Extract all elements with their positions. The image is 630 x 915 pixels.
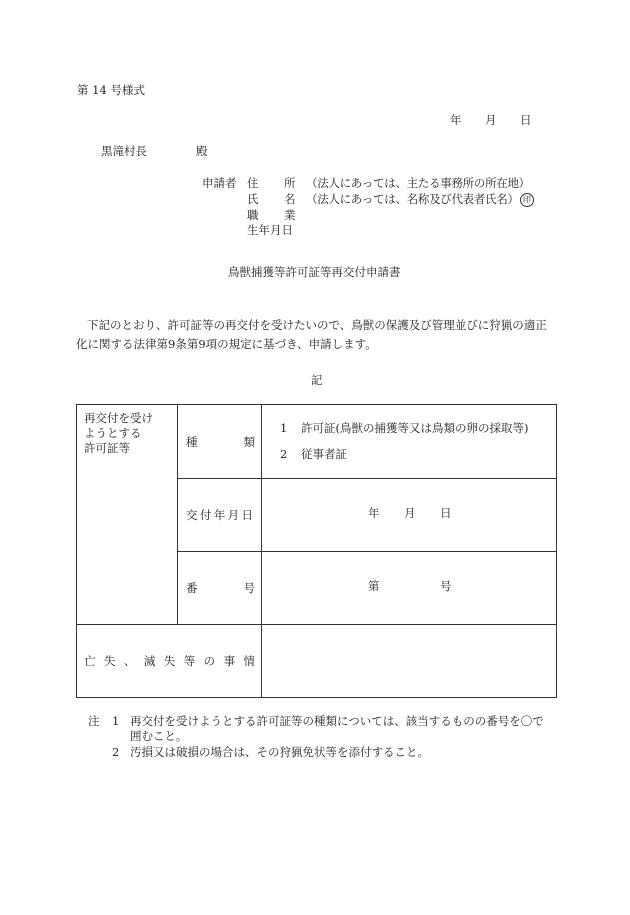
issue-day: 日: [440, 506, 452, 520]
loss-label-3: 、: [123, 654, 136, 668]
kind-option-2: [280, 446, 556, 461]
kind-label-1: 種: [186, 434, 198, 449]
number-label-2: 号: [243, 581, 255, 595]
issue-date-label-4: 月: [227, 508, 240, 522]
number-label-cell: [178, 552, 262, 625]
loss-label-8: 事: [223, 654, 236, 668]
loss-reason-label-cell: [77, 625, 262, 698]
birthdate-label: 生年月日: [247, 223, 293, 237]
date-month: 月: [485, 113, 497, 127]
applicant-label: 申請者: [202, 176, 237, 190]
address-label-2: 所: [284, 176, 296, 190]
kind-option-2-text: 従事者証: [300, 446, 347, 461]
note-1-num: 1: [112, 714, 120, 728]
number-value-cell: [262, 552, 557, 625]
address-label-1: 住: [247, 176, 259, 190]
note-2-num: 2: [112, 745, 120, 759]
occupation-label-1: 職: [247, 208, 259, 222]
issue-month: 月: [404, 506, 416, 520]
loss-label-1: 亡: [84, 654, 96, 668]
kind-label-cell: [178, 405, 262, 479]
seal-mark: 印: [520, 193, 534, 207]
kind-option-2-num: 2: [280, 446, 288, 461]
number-label-1: 番: [186, 581, 198, 595]
number-suffix: 号: [440, 579, 452, 593]
left-header-line-3: 許可証等: [84, 441, 130, 455]
left-header-line-1: 再交付を受け: [84, 411, 153, 425]
kind-option-1-num: 1: [280, 421, 288, 435]
body-text: 下記のとおり、許可証等の再交付を受けたいので、鳥獣の保護及び管理並びに狩猟の適正化に関する法律第9条第9項の規定に基づき、申請します。: [76, 318, 547, 351]
addressee-honorific: 殿: [196, 144, 208, 158]
loss-label-9: 情: [243, 654, 255, 668]
kind-label-2: 類: [243, 434, 255, 449]
ki-heading: 記: [311, 373, 323, 387]
loss-label-5: 失: [163, 654, 176, 668]
occupation-label-2: 業: [284, 208, 296, 222]
loss-label-7: の: [203, 654, 216, 668]
loss-label-2: 失: [103, 654, 116, 668]
target-permit-header: [77, 405, 178, 625]
name-note-text: （法人にあっては、名称及び代表者氏名）: [306, 192, 519, 206]
name-note: [306, 193, 534, 207]
kind-options-cell: [262, 405, 557, 479]
issue-date-label-2: 付: [199, 508, 212, 522]
reissue-table: [76, 404, 557, 698]
loss-label-6: 等: [183, 654, 196, 668]
issue-date-label-cell: [178, 479, 262, 552]
number-prefix: 第: [368, 579, 380, 593]
issue-year: 年: [368, 506, 380, 520]
kind-option-1-text: 許可証(鳥獣の捕獲等又は鳥類の卵の採取等): [300, 421, 529, 435]
loss-label-4: 滅: [143, 654, 156, 668]
date-day: 日: [520, 113, 532, 127]
loss-reason-value-cell[interactable]: [262, 625, 557, 698]
addressee-name: 黒滝村長: [101, 144, 147, 158]
issue-date-label-3: 年: [213, 508, 226, 522]
left-header-line-2: ようとする: [84, 426, 142, 440]
address-note: （法人にあっては、主たる事務所の所在地）: [306, 176, 530, 190]
form-number: 第 14 号様式: [77, 83, 145, 97]
kind-option-1: [280, 423, 556, 435]
note-2-line-1: 汚損又は破損の場合は、その狩猟免状等を添付すること。: [130, 745, 429, 759]
note-1-line-2: 囲むこと。: [130, 729, 188, 743]
name-label-2: 名: [284, 192, 296, 206]
note-1-line-1: 再交付を受けようとする許可証等の種類については、該当するものの番号を〇で: [130, 714, 544, 728]
date-year: 年: [450, 113, 462, 127]
issue-date-value-cell: [262, 479, 557, 552]
name-label-1: 氏: [247, 192, 259, 206]
issue-date-label-5: 日: [241, 508, 253, 522]
issue-date-label-1: 交: [186, 508, 198, 522]
document-title: 鳥獣捕獲等許可証等再交付申請書: [228, 265, 401, 279]
notes-label: 注: [88, 714, 100, 728]
